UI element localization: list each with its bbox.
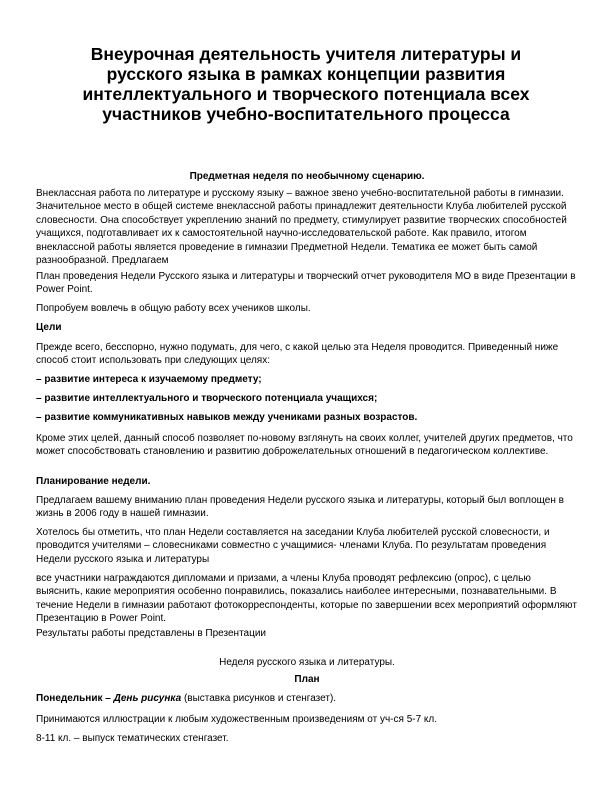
title-line-2: русского языка в рамках концепции развития <box>106 64 506 84</box>
plan-heading: План <box>294 674 320 685</box>
title-line-4: участников учебно-воспитательного процесса <box>102 104 510 124</box>
goal-item-3: – развитие коммуникативных навыков между учениками разных возрастов. <box>36 412 418 423</box>
involve-paragraph: Попробуем вовлечь в общую работу всех учеников школы. <box>36 303 311 314</box>
planning-heading: Планирование недели. <box>36 476 151 487</box>
grades-paragraph: 8-11 кл. – выпуск тематических стенгазет. <box>36 733 229 744</box>
goal-item-1: – развитие интереса к изучаемому предмету; <box>36 374 262 385</box>
subtitle: Предметная неделя по необычному сценарию. <box>189 171 425 182</box>
goals-paragraph: Прежде всего, бесспорно, нужно подумать, для чего, с какой целью эта Неделя проводится. Приведенный ниже способ стоит использовать при следующих целях: <box>36 342 559 367</box>
title-line-1: Внеурочная деятельность учителя литературы и <box>90 44 522 64</box>
document-title <box>40 44 572 124</box>
monday-description: (выставка рисунков и стенгазет). <box>181 693 337 704</box>
intro-paragraph: Внеклассная работа по литературе и русскому языку – важное звено учебно-воспитательной работы в гимназии. Значительное место в общей системе внеклассной работы принадлежит деятельности Клуба любителей русской словесности. Она способствует укреплению знаний по предмету, стимулирует развитие творческих способностей учащихся, подготавливает их к самостоятельной научно-исследовательской работе. Как правило, итогом внеклассной работы является проведение в гимназии Предметной Недели. Тематика ее может быть самой разнообразной. Предлагаем <box>36 188 567 267</box>
planning-paragraph: Предлагаем вашему вниманию план проведения Недели русского языка и литературы, который был воплощен в жизнь в 2006 году в нашей гимназии. <box>36 495 564 520</box>
plan-intro-paragraph: План проведения Недели Русского языка и литературы и творческий отчет руководителя МО в виде Презентации в Power Point. <box>36 271 576 296</box>
goals-heading: Цели <box>36 322 62 333</box>
goal-item-2: – развитие интеллектуального и творческого потенциала учащихся; <box>36 393 378 404</box>
title-line-3: интеллектуального и творческого потенциала всех <box>82 84 530 104</box>
monday-day: Понедельник <box>36 693 103 704</box>
week-title: Неделя русского языка и литературы. <box>219 657 395 668</box>
monday-title: День рисунка <box>113 693 182 704</box>
results-paragraph: Результаты работы представлены в Презентации <box>36 628 266 639</box>
monday-line <box>36 692 578 705</box>
monday-dash: – <box>102 693 114 704</box>
participants-paragraph: все участники награждаются дипломами и призами, а члены Клуба проводят рефлексию (опрос), с целью выяснить, какие мероприятия особенно понравились, показались наиболее интересными, познавательными. В течение Недели в гимназии работают фотокорреспонденты, которые по завершении всех мероприятий оформляют Презентацию в Power Point. <box>36 573 577 625</box>
besides-paragraph: Кроме этих целей, данный способ позволяет по-новому взглянуть на своих коллег, учителей других предметов, что может способствовать становлению и развитию доброжелательных отношений в педагогическом коллективе. <box>36 433 573 458</box>
note-paragraph: Хотелось бы отметить, что план Недели составляется на заседании Клуба любителей русской словесности, и проводится учителями – словесниками совместно с учащимися- членами Клуба. По результатам проведения Недели русского языка и литературы <box>36 527 550 565</box>
illustrations-paragraph: Принимаются иллюстрации к любым художественным произведениям от уч-ся 5-7 кл. <box>36 714 438 725</box>
